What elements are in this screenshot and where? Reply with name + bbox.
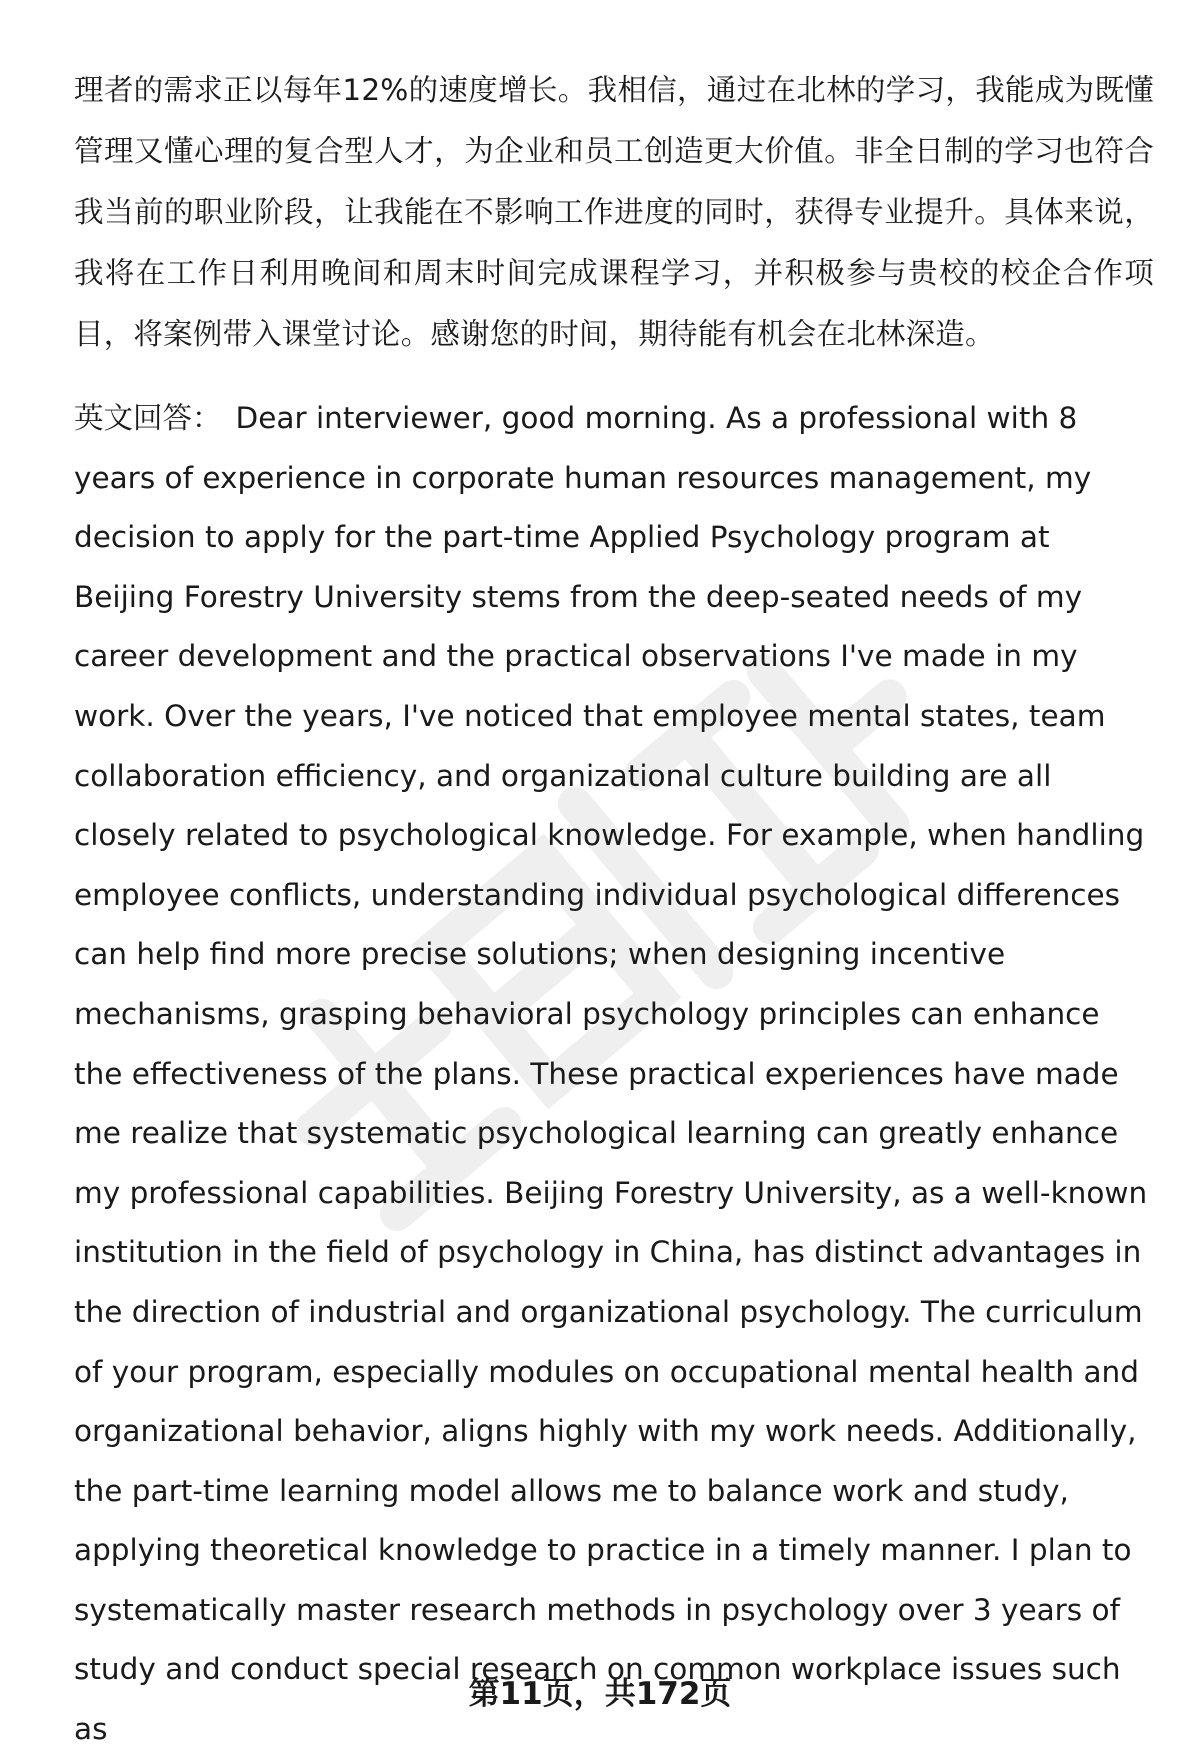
english-answer-label: 英文回答： [74, 401, 222, 435]
page-number-footer: 第11页，共172页 [468, 1676, 732, 1712]
document-body [74, 60, 1154, 1760]
english-answer-paragraph [74, 389, 1154, 1760]
chinese-answer-paragraph: 理者的需求正以每年12%的速度增长。我相信，通过在北林的学习，我能成为既懂管理又懂心理的复合型人才，为企业和员工创造更大价值。非全日制的学习也符合我当前的职业阶段，让我能在不影响工作进度的同时，获得专业提升。具体来说，我将在工作日利用晚间和周末时间完成课程学习，并积极参与贵校的校企合作项目，将案例带入课堂讨论。感谢您的时间，期待能有机会在北林深造。 [74, 73, 1154, 351]
english-answer-text: Dear interviewer, good morning. As a professional with 8 years of experience in corporate human resources management, my decision to apply for the part-time Applied Psychology program at Beijing Forestry University stems from the deep-seated needs of my career development and the practical observations I've made in my work. Over the years, I've noticed that employee mental states, team collaboration efficiency, and organizational culture building are all closely related to psychological knowledge. For example, when handling employee conflicts, understanding individual psychological differences can help find more precise solutions; when designing incentive mechanisms, grasping behavioral psychology principles can enhance the effectiveness of the plans. These practical experiences have made me realize that systematic psychological learning can greatly enhance my professional capabilities. Beijing Forestry University, as a well-known institution in the field of psychology in China, has distinct advantages in the direction of industrial and organizational psychology. The curriculum of your program, especially modules on occupational mental health and organizational behavior, aligns highly with my work needs. Additionally, the part-time learning model allows me to balance work and study, applying theoretical knowledge to practice in a timely manner. I plan to systematically master research methods in psychology over 3 years of study and conduct special research on common workplace issues such as [74, 401, 1148, 1747]
